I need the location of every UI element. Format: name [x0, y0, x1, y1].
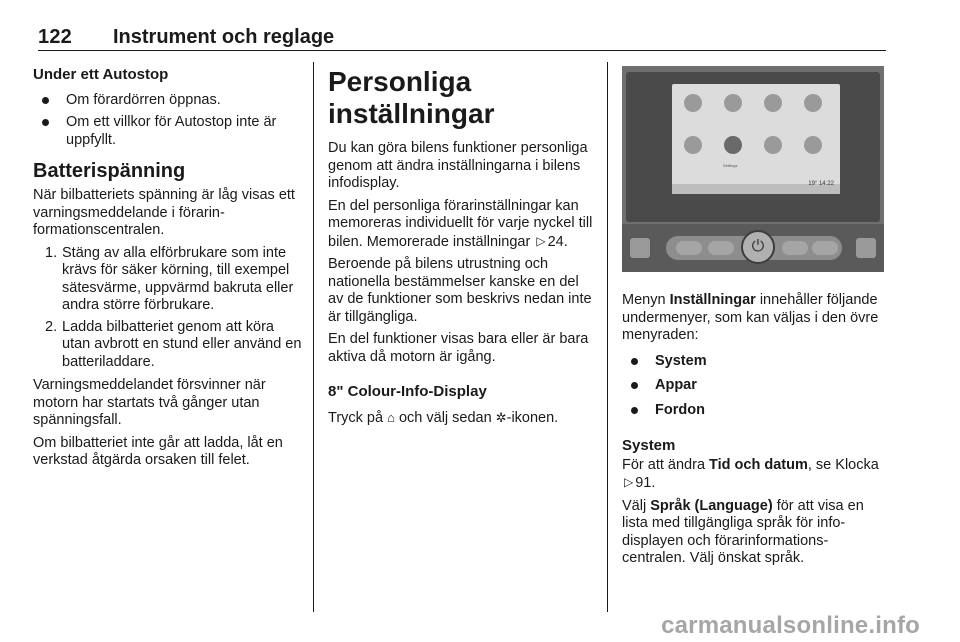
autostop-heading: Under ett Autostop: [33, 66, 169, 83]
gear-icon: ✲: [495, 409, 507, 425]
list-item: Appar: [622, 377, 886, 395]
battery-para-3: Om bilbatteriet inte går att ladda, låt en verkstad åtgärda orsaken till felet.: [33, 434, 283, 468]
ref-arrow-icon: ▷: [624, 475, 634, 489]
battery-heading: Batterispänning: [33, 160, 186, 182]
battery-para-2: Varningsmeddelandet försvinner när motorn har startats två gånger utan spänningsfall.: [33, 377, 266, 428]
list-item: Om förardörren öppnas.: [33, 92, 303, 110]
battery-intro: När bilbatteriets spänning är låg visas ett varningsmeddelande i förarinformationscentralen.: [33, 187, 295, 238]
bullet-icon: [42, 119, 49, 126]
carplay-icon: [804, 94, 822, 112]
button-row: [666, 236, 842, 260]
list-item: 2. Ladda bilbatteriet genom att köra utan avbrott en stund eller använd en batteriladdare.: [45, 318, 302, 370]
memory-para: En del personliga förarinställningar kan memoreras individuellt för varje nyckel till bilen. Memorerade inställningar ▷ 24.: [328, 197, 593, 250]
apps-icon: [764, 136, 782, 154]
column-divider-2: [607, 62, 608, 612]
system-para-1: För att ändra Tid och datum, se Klocka ▷ 91.: [622, 456, 879, 491]
list-item: Fordon: [622, 402, 886, 420]
back-button: [812, 241, 838, 255]
music-icon: [684, 94, 702, 112]
section-heading: Personliga inställningar: [328, 66, 495, 129]
android-auto-icon: [804, 136, 822, 154]
side-button: [856, 238, 876, 258]
navigation-icon: [764, 94, 782, 112]
column-left: [33, 66, 303, 475]
page-number: 122: [38, 26, 72, 48]
control-panel: [622, 224, 884, 272]
next-button: [782, 241, 808, 255]
bullet-icon: [631, 407, 638, 414]
equipment-para: Beroende på bilens utrustning och nationella bestämmelser kanske en del av de funktioner som beskrivs nedan inte är tillgängliga.: [328, 256, 592, 325]
submenu-list: [622, 353, 886, 420]
status-bar: 19° 14:22: [672, 184, 840, 194]
list-item: 1. Stäng av alla elförbrukare som inte krävs för säker körning, till exempel sätesvärme, uppvärmd bakruta eller andra större förbrukare.: [45, 244, 294, 313]
hazard-button: [630, 238, 650, 258]
ref-arrow-icon: ▷: [536, 233, 546, 248]
display-subheading: 8" Colour-Info-Display: [328, 383, 487, 400]
autostop-list: [33, 92, 303, 150]
chapter-title: Instrument och reglage: [113, 26, 335, 48]
bullet-icon: [631, 358, 638, 365]
intro-para: Du kan göra bilens funktioner personliga genom att ändra inställningarna i bilens infodisplay.: [328, 140, 588, 191]
column-right: [622, 66, 886, 573]
prev-button: [708, 241, 734, 255]
apps-icon: [684, 136, 702, 154]
power-knob: ⏻: [741, 230, 775, 264]
home-button: [676, 241, 702, 255]
page-header: [0, 26, 886, 52]
phone-icon: [724, 94, 742, 112]
watermark: carmanualsonline.info: [661, 612, 920, 639]
home-icon: ⌂: [387, 409, 395, 425]
column-divider-1: [313, 62, 314, 612]
instruction-para: Tryck på ⌂ och välj sedan ✲-ikonen.: [328, 409, 559, 426]
menu-intro: Menyn Inställningar innehåller följande undermenyer, som kan väljas i den övre menyraden:: [622, 292, 879, 343]
infotainment-display-photo: [622, 66, 884, 272]
display-screen: Settings 19° 14:22: [672, 84, 840, 194]
column-middle: [328, 66, 594, 432]
battery-steps: [33, 245, 303, 372]
system-para-2: Välj Språk (Language) för att visa en lista med tillgängliga språk för infodisplayen och förarinformationscentralen. Välj önskat språk.: [622, 497, 864, 566]
bullet-icon: [631, 382, 638, 389]
settings-gear-icon: [724, 136, 742, 154]
display-bezel: [626, 72, 880, 222]
header-rule: [38, 50, 886, 51]
list-item: System: [622, 353, 886, 371]
system-heading: System: [622, 437, 676, 454]
bullet-icon: [42, 97, 49, 104]
engine-para: En del funktioner visas bara eller är bara aktiva då motorn är igång.: [328, 331, 589, 365]
list-item: Om ett villkor för Autostop inte är uppfyllt.: [33, 114, 303, 149]
